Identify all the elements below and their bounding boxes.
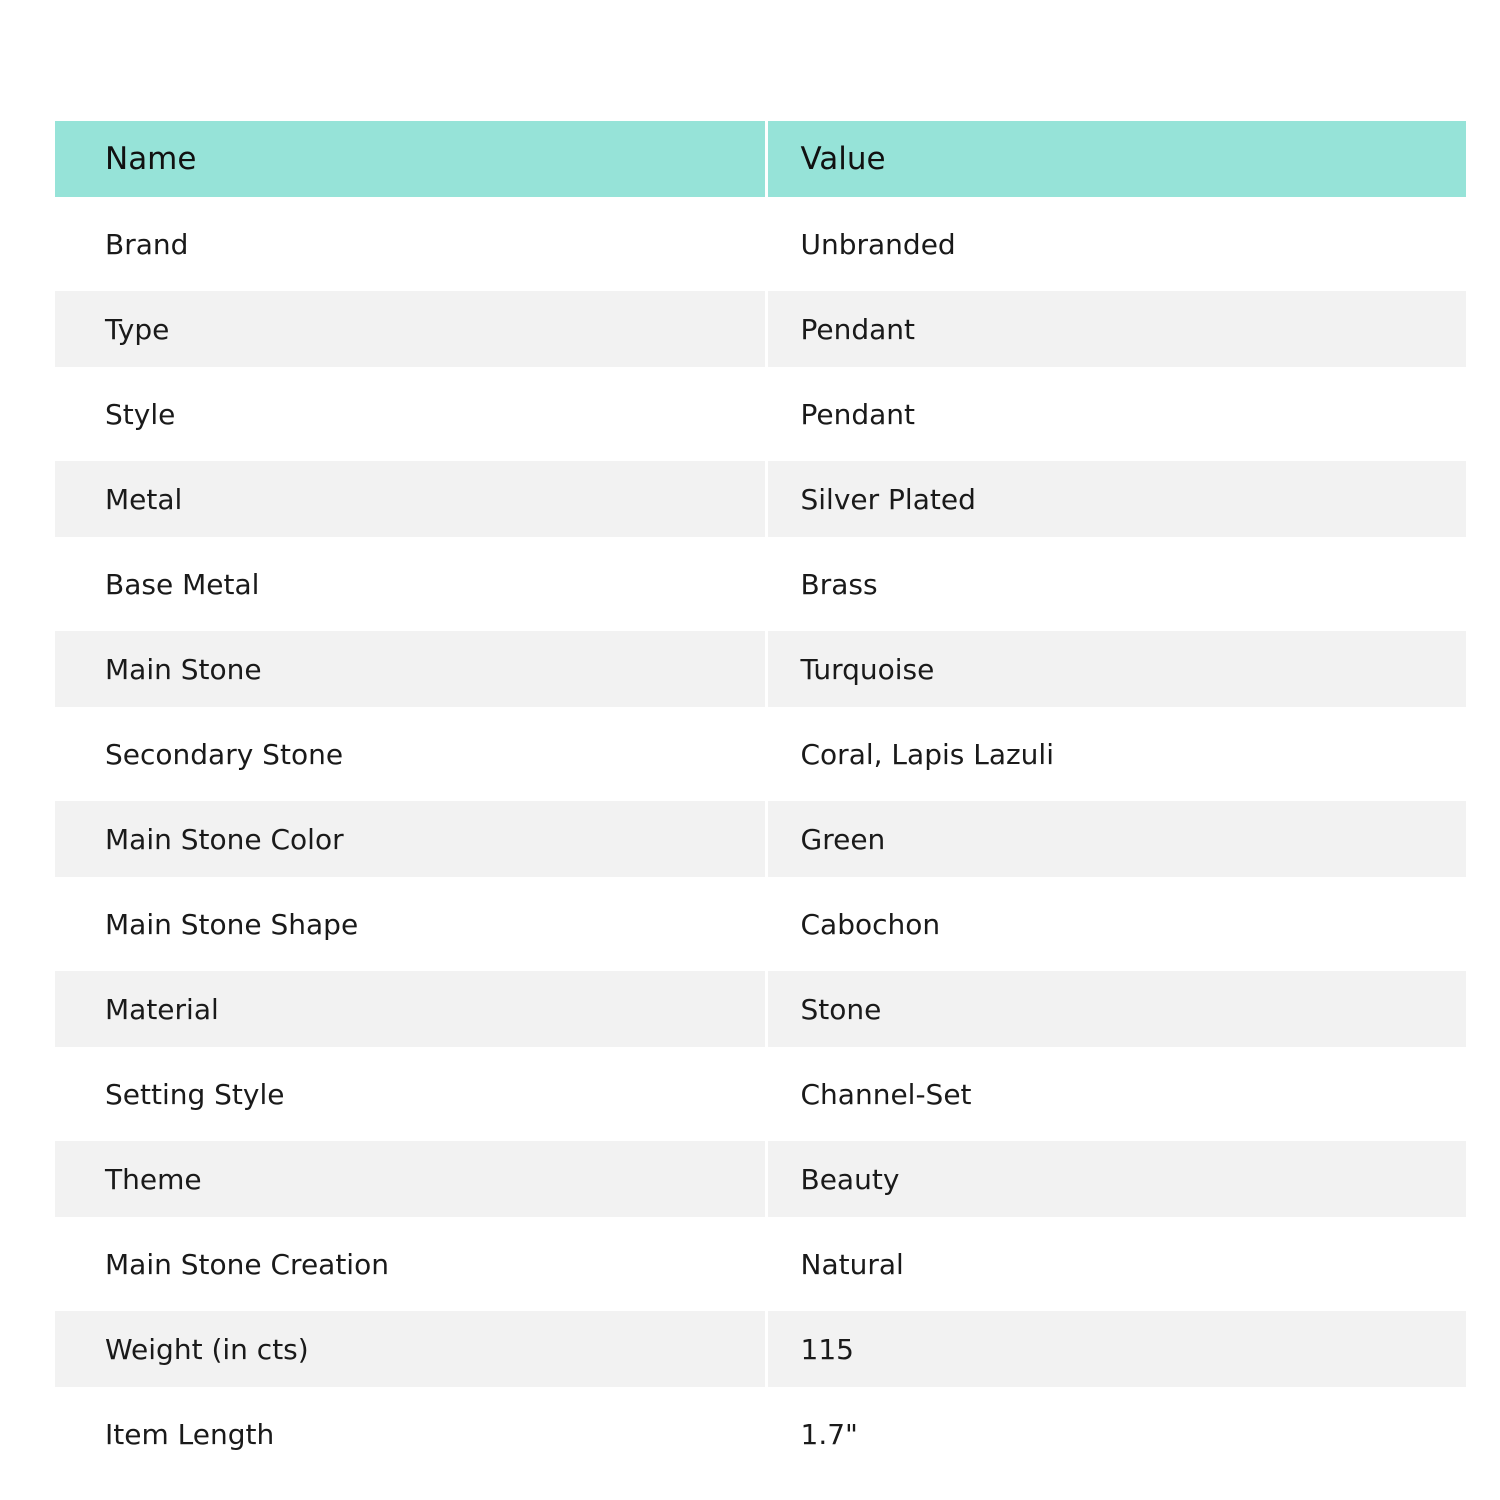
row-value-cell: Natural	[766, 1217, 1466, 1311]
table-row	[55, 631, 1466, 707]
row-value-cell: Pendant	[766, 367, 1466, 461]
row-value-cell: Silver Plated	[766, 461, 1466, 537]
row-value-cell: Stone	[766, 971, 1466, 1047]
row-value-cell: Coral, Lapis Lazuli	[766, 707, 1466, 801]
table-row	[55, 707, 1466, 801]
row-value-cell: Cabochon	[766, 877, 1466, 971]
table-row	[55, 291, 1466, 367]
table-row	[55, 197, 1466, 291]
item-specifics-table	[55, 121, 1466, 1481]
value-column-header: Value	[766, 121, 1466, 197]
row-name-cell: Brand	[55, 197, 766, 291]
row-name-cell: Main Stone Color	[55, 801, 766, 877]
table-row	[55, 1141, 1466, 1217]
table-row	[55, 1387, 1466, 1481]
table-header-row	[55, 121, 1466, 197]
row-name-cell: Style	[55, 367, 766, 461]
row-value-cell: 1.7"	[766, 1387, 1466, 1481]
row-name-cell: Metal	[55, 461, 766, 537]
row-name-cell: Type	[55, 291, 766, 367]
row-value-cell: Channel-Set	[766, 1047, 1466, 1141]
row-name-cell: Secondary Stone	[55, 707, 766, 801]
table-row	[55, 367, 1466, 461]
row-name-cell: Main Stone	[55, 631, 766, 707]
table-row	[55, 1217, 1466, 1311]
table-row	[55, 971, 1466, 1047]
table-row	[55, 801, 1466, 877]
row-name-cell: Item Length	[55, 1387, 766, 1481]
row-value-cell: Green	[766, 801, 1466, 877]
row-value-cell: Turquoise	[766, 631, 1466, 707]
row-value-cell: Beauty	[766, 1141, 1466, 1217]
row-name-cell: Weight (in cts)	[55, 1311, 766, 1387]
table-row	[55, 1047, 1466, 1141]
row-name-cell: Theme	[55, 1141, 766, 1217]
row-name-cell: Base Metal	[55, 537, 766, 631]
row-value-cell: 115	[766, 1311, 1466, 1387]
row-name-cell: Material	[55, 971, 766, 1047]
row-value-cell: Unbranded	[766, 197, 1466, 291]
row-value-cell: Pendant	[766, 291, 1466, 367]
row-name-cell: Main Stone Shape	[55, 877, 766, 971]
table-row	[55, 877, 1466, 971]
name-column-header: Name	[55, 121, 766, 197]
table-row	[55, 537, 1466, 631]
row-value-cell: Brass	[766, 537, 1466, 631]
table-row	[55, 461, 1466, 537]
row-name-cell: Setting Style	[55, 1047, 766, 1141]
row-name-cell: Main Stone Creation	[55, 1217, 766, 1311]
table-row	[55, 1311, 1466, 1387]
